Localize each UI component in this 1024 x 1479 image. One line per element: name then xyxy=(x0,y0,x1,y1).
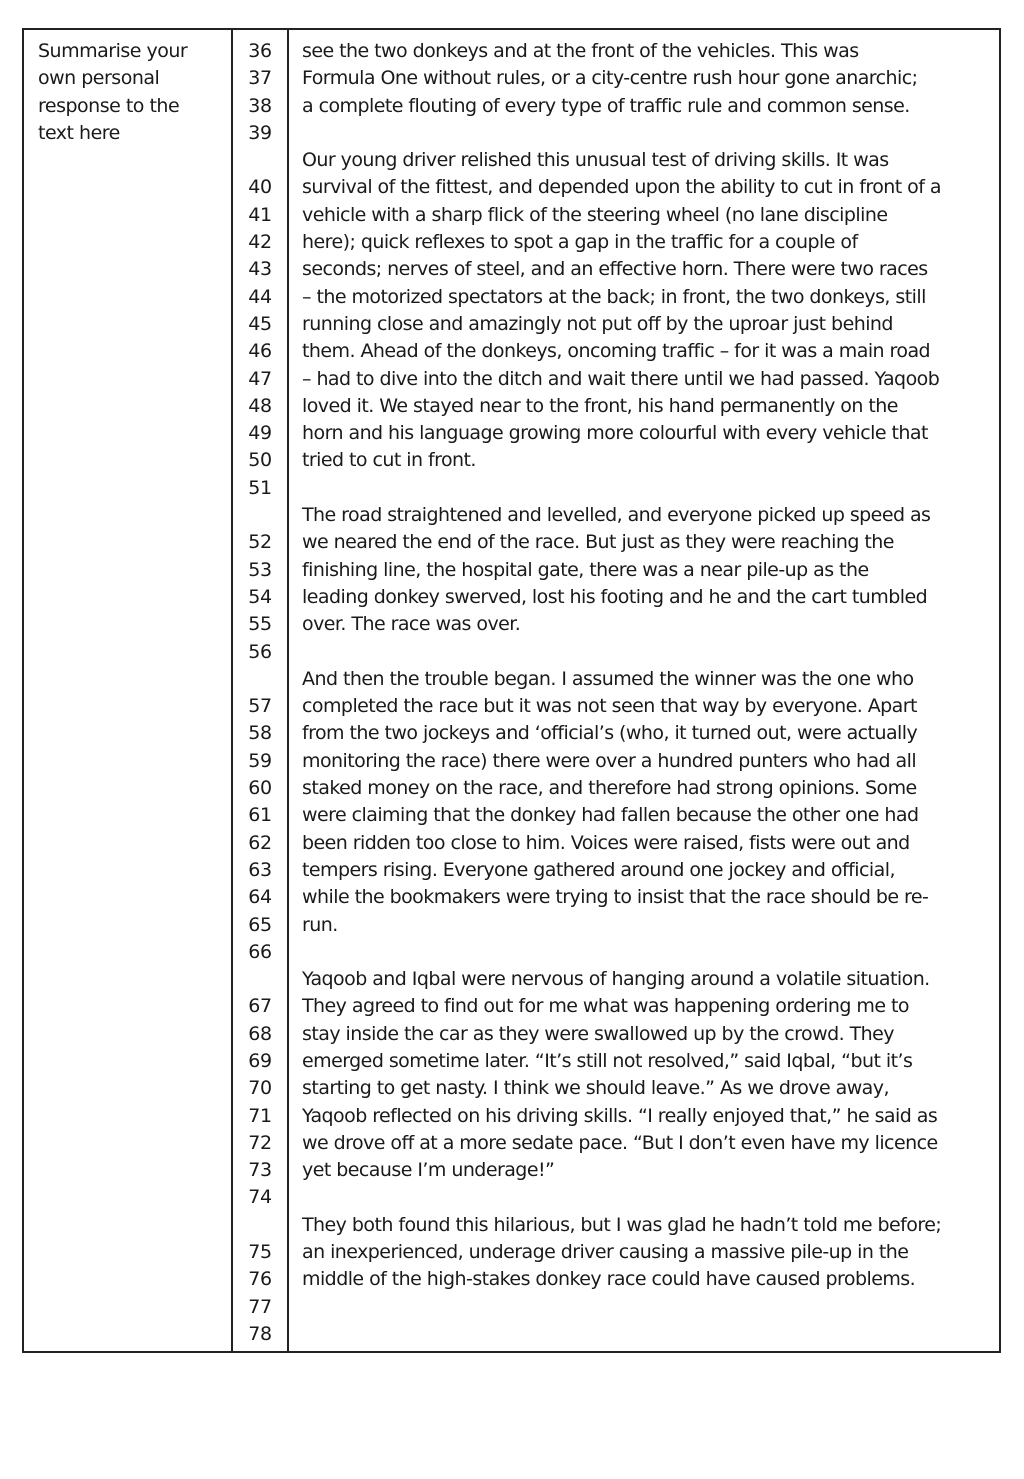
line-number: 70 xyxy=(248,1077,272,1100)
line-number xyxy=(233,147,287,174)
line-number: 56 xyxy=(248,640,272,663)
line-number: 75 xyxy=(248,1241,272,1264)
passage-line: seconds; nerves of steel, and an effective horn. There were two races xyxy=(302,258,928,281)
line-number: 46 xyxy=(248,340,272,363)
line-number: 65 xyxy=(248,913,272,936)
passage-line xyxy=(302,475,999,502)
line-number: 73 xyxy=(248,1159,272,1182)
passage-line: loved it. We stayed near to the front, his hand permanently on the xyxy=(302,394,898,417)
line-number: 52 xyxy=(248,531,272,554)
prompt-line: text here xyxy=(38,121,120,144)
line-number: 51 xyxy=(248,476,272,499)
passage-line: Yaqoob and Iqbal were nervous of hanging around a volatile situation. xyxy=(302,968,930,991)
prompt-line: response to the xyxy=(38,94,180,117)
passage-line: while the bookmakers were trying to insist that the race should be re- xyxy=(302,886,929,909)
line-number: 71 xyxy=(248,1104,272,1127)
passage-line: They both found this hilarious, but I was glad he hadn’t told me before; xyxy=(302,1213,942,1236)
passage-line: see the two donkeys and at the front of the vehicles. This was xyxy=(302,40,859,62)
passage-line: tried to cut in front. xyxy=(302,449,476,472)
line-number: 68 xyxy=(248,1022,272,1045)
passage-line: we neared the end of the race. But just as they were reaching the xyxy=(302,531,894,554)
passage-line: yet because I’m underage!” xyxy=(302,1159,555,1182)
line-number: 47 xyxy=(248,367,272,390)
passage-line: tempers rising. Everyone gathered around one jockey and official, xyxy=(302,858,895,881)
line-number: 53 xyxy=(248,558,272,581)
prompt-column xyxy=(24,30,233,1351)
line-number: 54 xyxy=(248,585,272,608)
passage-line: vehicle with a sharp flick of the steering wheel (no lane discipline xyxy=(302,203,888,226)
passage-line: we drove off at a more sedate pace. “But I don’t even have my licence xyxy=(302,1131,938,1154)
passage-line xyxy=(302,1184,999,1211)
passage-line: – had to dive into the ditch and wait there until we had passed. Yaqoob xyxy=(302,367,940,390)
line-number-column xyxy=(233,30,289,1351)
line-number xyxy=(233,966,287,993)
passage-line: They agreed to find out for me what was happening ordering me to xyxy=(302,995,909,1018)
passage-line: monitoring the race) there were over a hundred punters who had all xyxy=(302,749,917,772)
passage-line: And then the trouble began. I assumed the winner was the one who xyxy=(302,667,914,690)
passage-line: stay inside the car as they were swallowed up by the crowd. They xyxy=(302,1022,894,1045)
line-number: 39 xyxy=(248,121,272,144)
line-number: 64 xyxy=(248,886,272,909)
line-number: 62 xyxy=(248,831,272,854)
line-number: 59 xyxy=(248,749,272,772)
passage-line xyxy=(302,120,999,147)
line-number: 66 xyxy=(248,940,272,963)
passage-text-column xyxy=(289,30,999,1351)
passage-line: – the motorized spectators at the back; in front, the two donkeys, still xyxy=(302,285,926,308)
passage-line xyxy=(302,939,999,966)
line-number: 36 xyxy=(248,40,272,62)
passage-line: horn and his language growing more colourful with every vehicle that xyxy=(302,422,928,445)
passage-line xyxy=(302,639,999,666)
passage-line: staked money on the race, and therefore had strong opinions. Some xyxy=(302,777,917,800)
passage-line: run. xyxy=(302,913,338,936)
line-number: 49 xyxy=(248,422,272,445)
line-number: 37 xyxy=(248,67,272,90)
line-number: 69 xyxy=(248,1049,272,1072)
passage-line: leading donkey swerved, lost his footing and he and the cart tumbled xyxy=(302,585,928,608)
line-number: 42 xyxy=(248,231,272,254)
passage-line: The road straightened and levelled, and everyone picked up speed as xyxy=(302,504,931,527)
line-number: 58 xyxy=(248,722,272,745)
line-number: 74 xyxy=(248,1186,272,1209)
passage-line: finishing line, the hospital gate, there was a near pile-up as the xyxy=(302,558,869,581)
line-number: 40 xyxy=(248,176,272,199)
line-number: 61 xyxy=(248,804,272,827)
response-table xyxy=(22,28,1001,1353)
passage-line: an inexperienced, underage driver causing a massive pile-up in the xyxy=(302,1241,909,1264)
line-number xyxy=(233,502,287,529)
passage-line: were claiming that the donkey had fallen because the other one had xyxy=(302,804,919,827)
passage-line: Yaqoob reflected on his driving skills. “I really enjoyed that,” he said as xyxy=(302,1104,938,1127)
line-number: 45 xyxy=(248,312,272,335)
line-number: 55 xyxy=(248,613,272,636)
passage-line: Our young driver relished this unusual test of driving skills. It was xyxy=(302,149,889,172)
line-number: 38 xyxy=(248,94,272,117)
line-number: 60 xyxy=(248,777,272,800)
line-number: 72 xyxy=(248,1131,272,1154)
line-number: 57 xyxy=(248,695,272,718)
line-number: 78 xyxy=(248,1322,272,1345)
passage-line xyxy=(302,1321,999,1348)
line-number: 77 xyxy=(248,1295,272,1318)
passage-line: middle of the high-stakes donkey race could have caused problems. xyxy=(302,1268,916,1291)
line-number: 41 xyxy=(248,203,272,226)
passage-line: completed the race but it was not seen that way by everyone. Apart xyxy=(302,695,917,718)
line-number: 43 xyxy=(248,258,272,281)
passage-line: Formula One without rules, or a city-centre rush hour gone anarchic; xyxy=(302,67,918,90)
passage-line xyxy=(302,1294,999,1321)
passage-line: from the two jockeys and ‘official’s (who, it turned out, were actually xyxy=(302,722,918,745)
passage-line: over. The race was over. xyxy=(302,613,521,636)
prompt-line: own personal xyxy=(38,67,160,90)
passage-line: a complete flouting of every type of traffic rule and common sense. xyxy=(302,94,910,117)
passage-line: survival of the fittest, and depended upon the ability to cut in front of a xyxy=(302,176,941,199)
passage-line: been ridden too close to him. Voices were raised, fists were out and xyxy=(302,831,910,854)
line-number xyxy=(233,666,287,693)
passage-line: emerged sometime later. “It’s still not resolved,” said Iqbal, “but it’s xyxy=(302,1049,913,1072)
passage-line: here); quick reflexes to spot a gap in the traffic for a couple of xyxy=(302,231,858,254)
line-number: 48 xyxy=(248,394,272,417)
line-number: 67 xyxy=(248,995,272,1018)
line-number: 50 xyxy=(248,449,272,472)
line-number: 44 xyxy=(248,285,272,308)
passage-line: running close and amazingly not put off by the uproar just behind xyxy=(302,312,893,335)
line-number xyxy=(233,1212,287,1239)
prompt-line: Summarise your xyxy=(38,40,188,62)
line-number: 63 xyxy=(248,858,272,881)
passage-line: starting to get nasty. I think we should leave.” As we drove away, xyxy=(302,1077,889,1100)
passage-line: them. Ahead of the donkeys, oncoming traffic – for it was a main road xyxy=(302,340,931,363)
line-number: 76 xyxy=(248,1268,272,1291)
